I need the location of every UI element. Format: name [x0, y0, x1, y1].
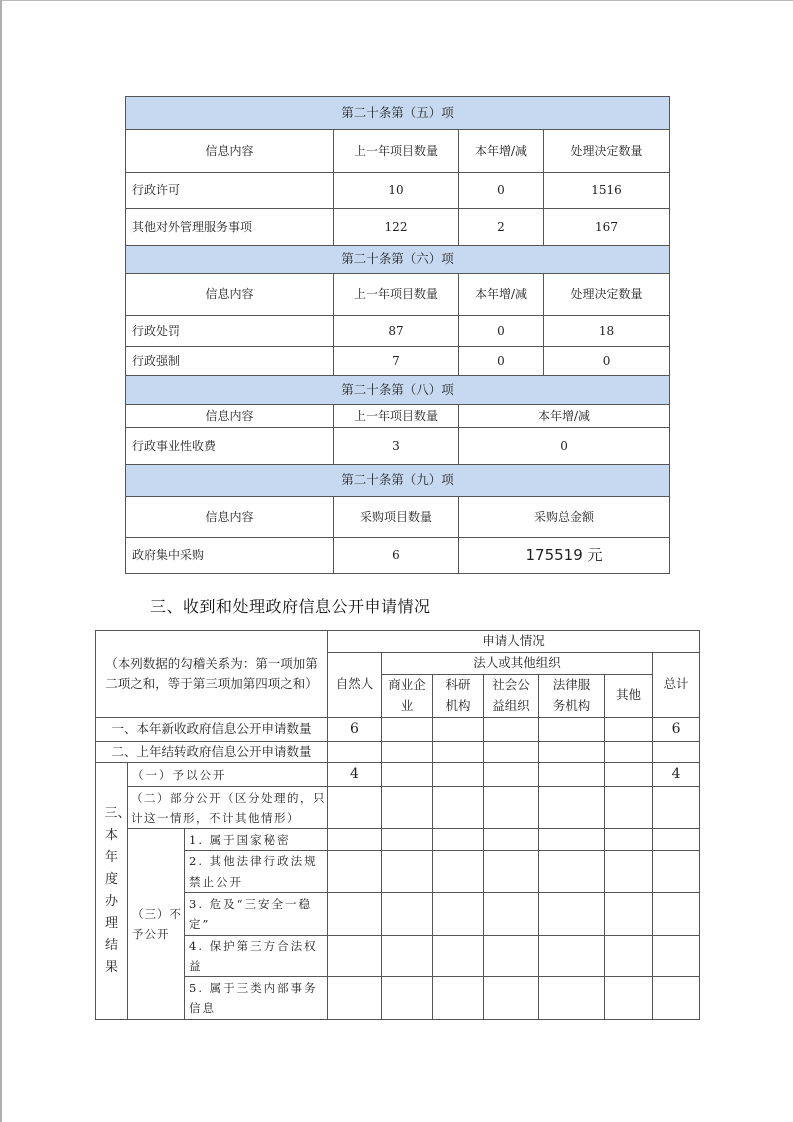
table-row	[96, 892, 700, 935]
row-name: 政府集中采购	[126, 538, 334, 574]
empty-cell	[484, 763, 539, 787]
cell-natural	[328, 741, 382, 763]
empty-cell	[328, 787, 382, 829]
empty-cell	[605, 787, 653, 829]
table-row	[96, 976, 700, 1019]
row-change: 0	[459, 173, 544, 209]
table-row	[96, 787, 700, 829]
empty-cell	[605, 829, 653, 851]
note-cell: （本列数据的勾稽关系为：第一项加第二项之和，等于第三项加第四项之和）	[96, 631, 328, 718]
row-decisions: 18	[544, 316, 670, 347]
empty-cell	[653, 976, 700, 1019]
cell-business	[382, 741, 433, 763]
col-public: 社会公益组织	[484, 674, 539, 717]
empty-cell	[433, 787, 484, 829]
table-row	[96, 763, 700, 787]
row-change: 0	[459, 428, 670, 465]
row-name: 行政事业性收费	[126, 428, 334, 465]
empty-cell	[484, 787, 539, 829]
table-row	[126, 173, 670, 209]
applications-table	[95, 630, 700, 1020]
header-prev-count: 上一年项目数量	[334, 274, 459, 316]
empty-cell	[605, 763, 653, 787]
table-row	[126, 316, 670, 347]
table-row	[126, 428, 670, 465]
col-business: 商业企业	[382, 674, 433, 717]
cell-other	[605, 741, 653, 763]
empty-cell	[382, 787, 433, 829]
result-group-label: 三、本年度办理结果	[104, 806, 131, 976]
header-prev-count: 上一年项目数量	[334, 130, 459, 173]
result-group-cell	[96, 763, 131, 1020]
header-prev-count: 上一年项目数量	[334, 405, 459, 428]
empty-cell	[433, 851, 484, 892]
empty-cell	[328, 851, 382, 892]
row-decisions: 1516	[544, 173, 670, 209]
empty-cell	[382, 829, 433, 851]
row-label: 2. 其他法律行政法规禁止公开	[185, 851, 328, 892]
header-info-content: 信息内容	[126, 130, 334, 173]
table-row	[96, 829, 700, 851]
row-name: 行政处罚	[126, 316, 334, 347]
header-change: 本年增/减	[459, 274, 544, 316]
empty-cell	[539, 787, 605, 829]
col-natural: 自然人	[328, 652, 382, 717]
cell-natural: 4	[328, 763, 382, 787]
cell-research	[433, 741, 484, 763]
header-info-content: 信息内容	[126, 405, 334, 428]
header-info-content: 信息内容	[126, 497, 334, 538]
empty-cell	[484, 829, 539, 851]
cell-public	[484, 717, 539, 741]
empty-cell	[539, 763, 605, 787]
empty-cell	[605, 892, 653, 935]
cell-business	[382, 717, 433, 741]
empty-cell	[433, 935, 484, 976]
empty-cell	[433, 892, 484, 935]
empty-cell	[653, 829, 700, 851]
cell-total: 6	[653, 717, 700, 741]
row-label: 3. 危及“三安全一稳定”	[185, 892, 328, 935]
row-decisions: 0	[544, 347, 670, 376]
empty-cell	[539, 935, 605, 976]
row-label: 二、上年结转政府信息公开申请数量	[96, 741, 328, 763]
cell-research	[433, 717, 484, 741]
row-label: 4. 保护第三方合法权益	[185, 935, 328, 976]
row-change: 2	[459, 209, 544, 246]
empty-cell	[539, 829, 605, 851]
row-change: 0	[459, 347, 544, 376]
empty-cell	[653, 851, 700, 892]
table-row	[126, 538, 670, 574]
empty-cell	[433, 763, 484, 787]
empty-cell	[382, 935, 433, 976]
empty-cell	[539, 892, 605, 935]
empty-cell	[433, 829, 484, 851]
empty-cell	[328, 976, 382, 1019]
cell-total	[653, 741, 700, 763]
row-prev: 3	[334, 428, 459, 465]
empty-cell	[605, 976, 653, 1019]
header-change: 本年增/减	[459, 130, 544, 173]
section-title-item5: 第二十条第（五）项	[126, 97, 670, 130]
row-amount: 175519 元	[459, 538, 670, 574]
empty-cell	[484, 892, 539, 935]
article20-table	[125, 96, 670, 574]
row-prev: 7	[334, 347, 459, 376]
empty-cell	[605, 935, 653, 976]
empty-cell	[653, 892, 700, 935]
empty-cell	[539, 851, 605, 892]
row-label: 一、本年新收政府信息公开申请数量	[96, 717, 328, 741]
col-total: 总计	[653, 652, 700, 717]
row-decisions: 167	[544, 209, 670, 246]
row-label: （一）予以公开	[128, 763, 328, 787]
cell-legal	[539, 717, 605, 741]
cell-natural: 6	[328, 717, 382, 741]
header-decisions: 处理决定数量	[544, 130, 670, 173]
table-row	[96, 717, 700, 741]
row-prev: 87	[334, 316, 459, 347]
empty-cell	[484, 851, 539, 892]
row-label: 1. 属于国家秘密	[185, 829, 328, 851]
applicant-header: 申请人情况	[328, 631, 700, 653]
header-info-content: 信息内容	[126, 274, 334, 316]
section-title-item8: 第二十条第（八）项	[126, 376, 670, 405]
empty-cell	[328, 892, 382, 935]
empty-cell	[382, 763, 433, 787]
col-other: 其他	[605, 674, 653, 717]
empty-cell	[539, 976, 605, 1019]
empty-cell	[328, 935, 382, 976]
row-count: 6	[334, 538, 459, 574]
row-change: 0	[459, 316, 544, 347]
cell-other	[605, 717, 653, 741]
table-row	[126, 209, 670, 246]
header-change: 本年增/减	[459, 405, 670, 428]
col-legal: 法律服务机构	[539, 674, 605, 717]
empty-cell	[382, 892, 433, 935]
empty-cell	[382, 976, 433, 1019]
row-label: （二）部分公开（区分处理的，只计这一情形，不计其他情形）	[128, 787, 328, 829]
table-row	[96, 741, 700, 763]
header-decisions: 处理决定数量	[544, 274, 670, 316]
cell-public	[484, 741, 539, 763]
header-purchase-amount: 采购总金额	[459, 497, 670, 538]
empty-cell	[605, 851, 653, 892]
section-title-item9: 第二十条第（九）项	[126, 465, 670, 497]
col-research: 科研机构	[433, 674, 484, 717]
row-label: 5. 属于三类内部事务信息	[185, 976, 328, 1019]
row-name: 行政强制	[126, 347, 334, 376]
empty-cell	[382, 851, 433, 892]
empty-cell	[484, 935, 539, 976]
legal-org-header: 法人或其他组织	[382, 652, 653, 674]
section-title-item6: 第二十条第（六）项	[126, 246, 670, 274]
row-prev: 122	[334, 209, 459, 246]
row-name: 其他对外管理服务事项	[126, 209, 334, 246]
cell-legal	[539, 741, 605, 763]
section-heading: 三、收到和处理政府信息公开申请情况	[150, 597, 431, 616]
table-row	[96, 935, 700, 976]
empty-cell	[653, 787, 700, 829]
empty-cell	[653, 935, 700, 976]
cell-total: 4	[653, 763, 700, 787]
empty-cell	[328, 829, 382, 851]
row-prev: 10	[334, 173, 459, 209]
empty-cell	[433, 976, 484, 1019]
table-row	[96, 851, 700, 892]
not-open-group-label: （三）不予公开	[128, 829, 185, 1020]
row-name: 行政许可	[126, 173, 334, 209]
table-row	[126, 347, 670, 376]
header-purchase-count: 采购项目数量	[334, 497, 459, 538]
empty-cell	[484, 976, 539, 1019]
